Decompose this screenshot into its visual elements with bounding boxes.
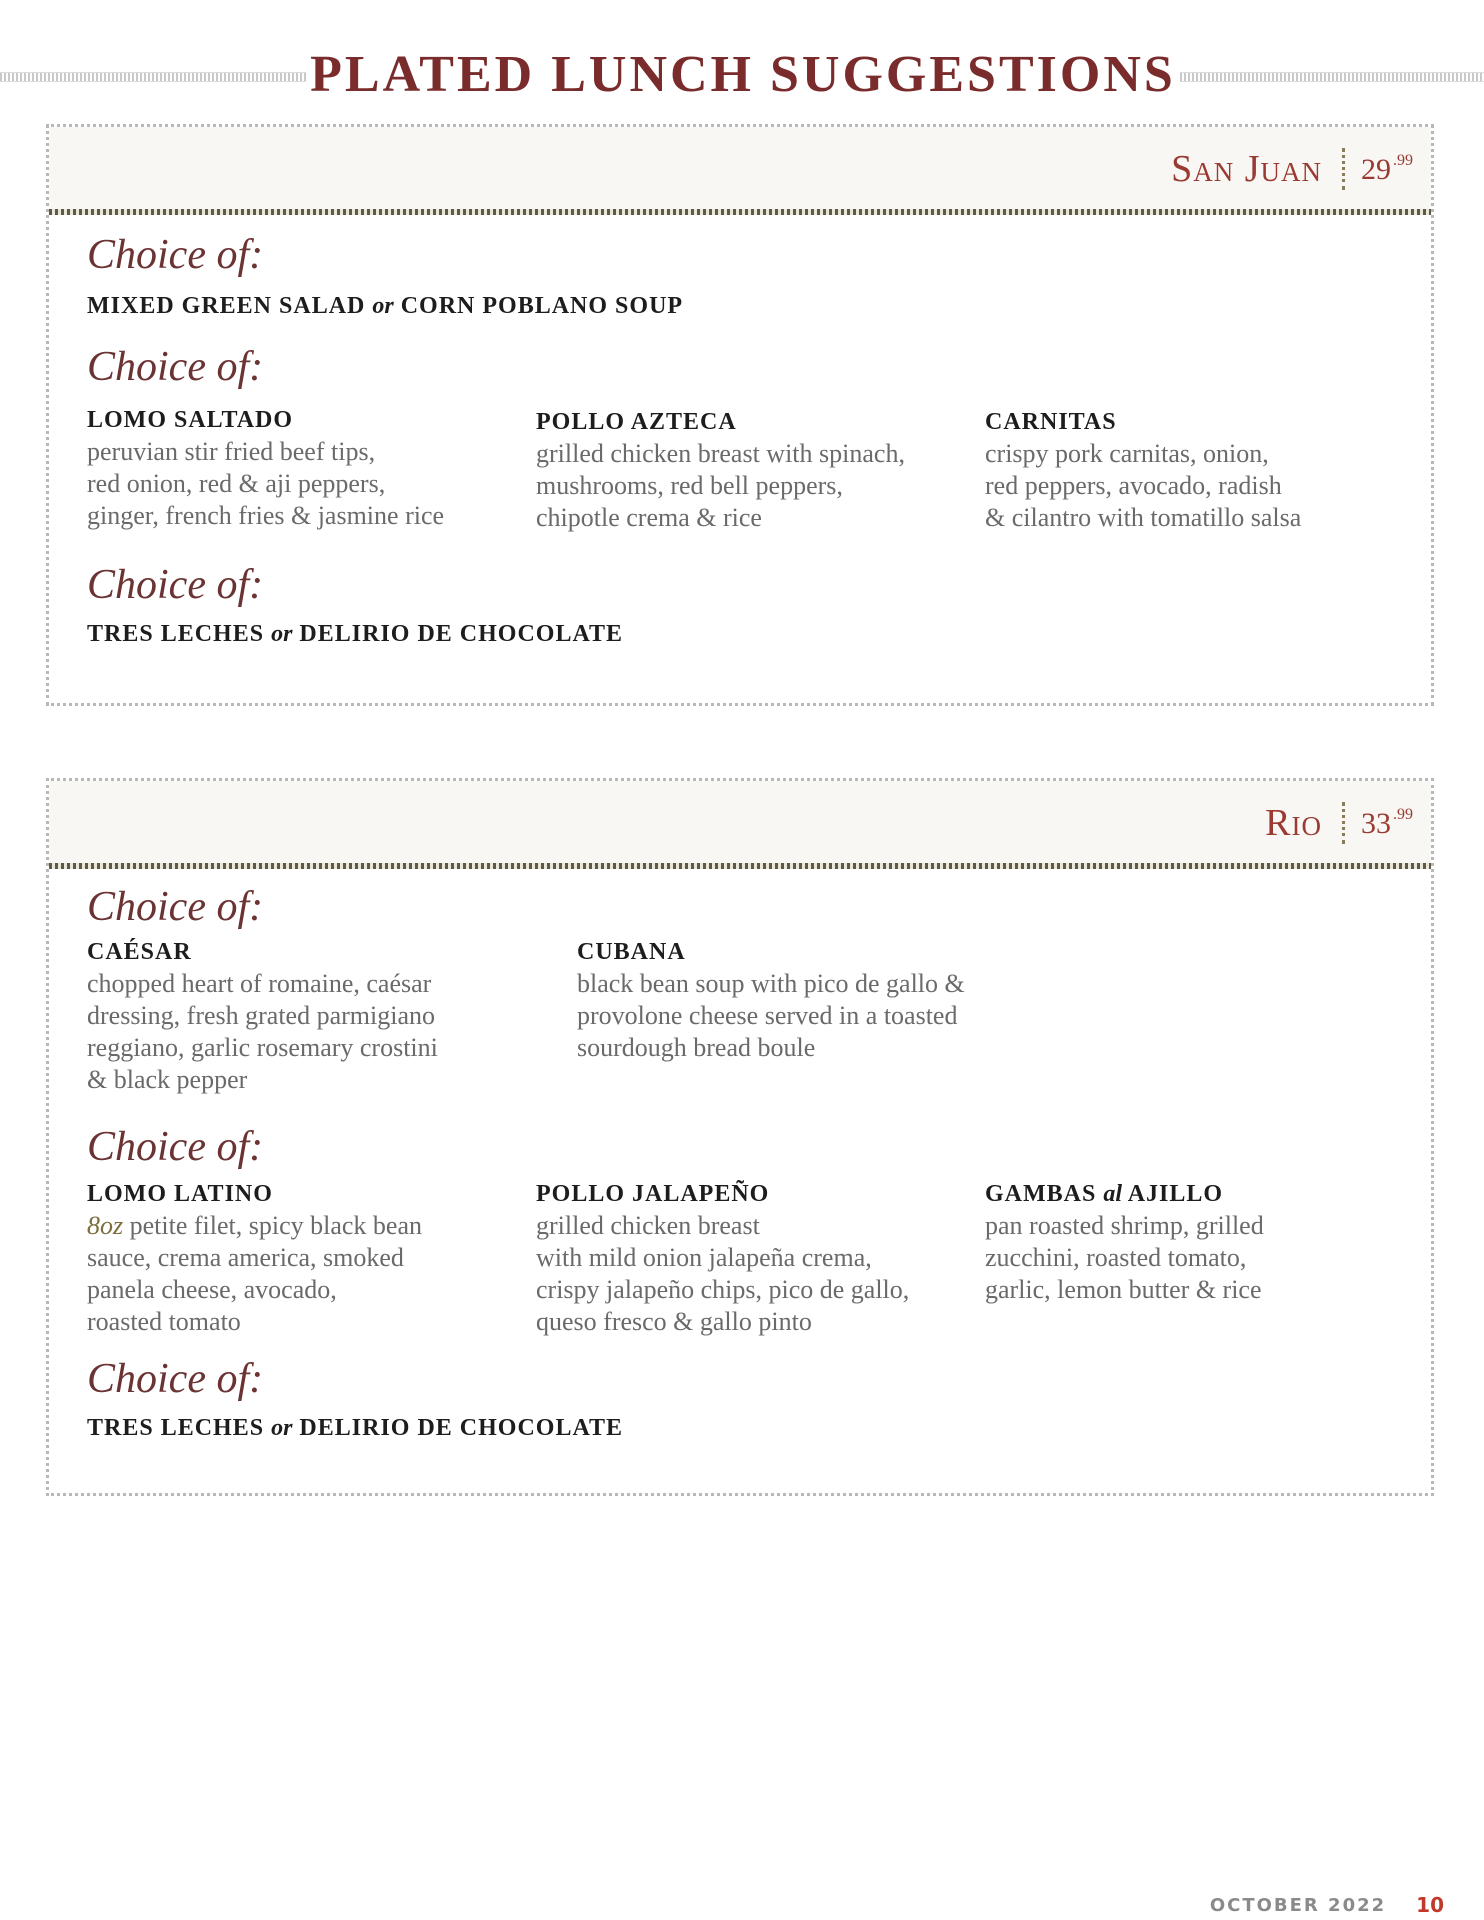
menu-name: Rio bbox=[1265, 802, 1322, 844]
dessert-option: TRES LECHES bbox=[87, 1415, 265, 1441]
dessert-choice-line bbox=[87, 621, 623, 648]
page-title: PLATED LUNCH SUGGESTIONS bbox=[310, 46, 1176, 103]
description-line: red onion, red & aji peppers, bbox=[87, 469, 386, 498]
description-line: pan roasted shrimp, grilled bbox=[985, 1211, 1264, 1240]
price-divider bbox=[1342, 802, 1345, 844]
price-block bbox=[1171, 145, 1413, 193]
choice-heading: Choice of: bbox=[87, 1356, 264, 1402]
dish-description bbox=[536, 438, 976, 534]
dish-name: CAÉSAR bbox=[87, 939, 192, 965]
description-line: red peppers, avocado, radish bbox=[985, 471, 1282, 500]
or-text: or bbox=[271, 1415, 293, 1441]
dish-name: LOMO SALTADO bbox=[87, 407, 294, 433]
description-line: chopped heart of romaine, caésar bbox=[87, 969, 432, 998]
description-line: zucchini, roasted tomato, bbox=[985, 1243, 1247, 1272]
dish-description bbox=[87, 436, 527, 532]
price-cents: .99 bbox=[1393, 805, 1413, 823]
dish-description bbox=[87, 1210, 527, 1338]
dish-name: CUBANA bbox=[577, 939, 686, 965]
description-line: roasted tomato bbox=[87, 1307, 241, 1336]
dish-caesar bbox=[87, 939, 567, 1096]
description-line: grilled chicken breast bbox=[536, 1211, 760, 1240]
page-footer bbox=[1210, 1890, 1444, 1920]
description-line: with mild onion jalapeña crema, bbox=[536, 1243, 872, 1272]
header-rule-right bbox=[1180, 72, 1484, 82]
dish-carnitas bbox=[985, 409, 1405, 534]
page-header bbox=[0, 40, 1484, 110]
choice-heading: Choice of: bbox=[87, 344, 264, 390]
description-line: & black pepper bbox=[87, 1065, 248, 1094]
menu-price bbox=[1361, 806, 1413, 841]
description-line: panela cheese, avocado, bbox=[87, 1275, 337, 1304]
dish-name bbox=[985, 1181, 1405, 1208]
dessert-option: DELIRIO DE CHOCOLATE bbox=[299, 621, 624, 647]
description-line bbox=[87, 1210, 527, 1242]
price-cents: .99 bbox=[1393, 151, 1413, 169]
dish-name-conj: al bbox=[1103, 1181, 1123, 1207]
dish-description bbox=[87, 968, 567, 1096]
starter-option: CORN POBLANO SOUP bbox=[400, 293, 684, 319]
starter-option: MIXED GREEN SALAD bbox=[87, 293, 366, 319]
description-line: peruvian stir fried beef tips, bbox=[87, 437, 376, 466]
menu-name: San Juan bbox=[1171, 148, 1322, 190]
description-text: petite filet, spicy black bean bbox=[123, 1211, 423, 1240]
description-line: crispy jalapeño chips, pico de gallo, bbox=[536, 1275, 910, 1304]
dish-pollo-jalapeno bbox=[536, 1181, 976, 1338]
dish-description bbox=[985, 1210, 1405, 1306]
menu-price bbox=[1361, 152, 1413, 187]
dish-description bbox=[577, 968, 1057, 1064]
price-block bbox=[1265, 799, 1413, 847]
description-line: provolone cheese served in a toasted bbox=[577, 1001, 958, 1030]
starter-choice-line bbox=[87, 293, 683, 320]
menu-card-rio bbox=[46, 778, 1434, 1496]
description-line: reggiano, garlic rosemary crostini bbox=[87, 1033, 438, 1062]
dish-lomo-saltado bbox=[87, 407, 527, 532]
footer-date: OCTOBER 2022 bbox=[1209, 1894, 1387, 1916]
dish-pollo-azteca bbox=[536, 409, 976, 534]
description-line: mushrooms, red bell peppers, bbox=[536, 471, 843, 500]
dish-name-part: GAMBAS bbox=[985, 1181, 1097, 1207]
page-number: 10 bbox=[1416, 1893, 1444, 1917]
dessert-choice-line bbox=[87, 1415, 623, 1442]
description-line: queso fresco & gallo pinto bbox=[536, 1307, 812, 1336]
dish-name: POLLO AZTECA bbox=[536, 409, 737, 435]
price-main: 33 bbox=[1361, 806, 1391, 840]
dish-description bbox=[536, 1210, 976, 1338]
dish-name: LOMO LATINO bbox=[87, 1181, 273, 1207]
price-main: 29 bbox=[1361, 152, 1391, 186]
header-rule-left bbox=[0, 72, 306, 82]
description-line: sourdough bread boule bbox=[577, 1033, 816, 1062]
or-text: or bbox=[271, 621, 293, 647]
or-text: or bbox=[372, 293, 394, 319]
description-line: crispy pork carnitas, onion, bbox=[985, 439, 1269, 468]
dish-name: CARNITAS bbox=[985, 409, 1117, 435]
description-line: sauce, crema america, smoked bbox=[87, 1243, 404, 1272]
description-line: & cilantro with tomatillo salsa bbox=[985, 503, 1302, 532]
description-line: grilled chicken breast with spinach, bbox=[536, 439, 905, 468]
dessert-option: DELIRIO DE CHOCOLATE bbox=[299, 1415, 624, 1441]
dessert-option: TRES LECHES bbox=[87, 621, 265, 647]
description-line: ginger, french fries & jasmine rice bbox=[87, 501, 445, 530]
portion-size: 8oz bbox=[87, 1211, 124, 1240]
choice-heading: Choice of: bbox=[87, 1124, 264, 1170]
dish-name: POLLO JALAPEÑO bbox=[536, 1181, 770, 1207]
choice-heading: Choice of: bbox=[87, 562, 264, 608]
menu-card-san-juan bbox=[46, 124, 1434, 706]
card-header bbox=[49, 781, 1431, 867]
dish-cubana bbox=[577, 939, 1057, 1064]
description-line: garlic, lemon butter & rice bbox=[985, 1275, 1262, 1304]
dish-name-part: AJILLO bbox=[1127, 1181, 1224, 1207]
choice-heading: Choice of: bbox=[87, 884, 264, 930]
dish-description bbox=[985, 438, 1405, 534]
dish-gambas-al-ajillo bbox=[985, 1181, 1405, 1306]
description-line: dressing, fresh grated parmigiano bbox=[87, 1001, 436, 1030]
description-line: black bean soup with pico de gallo & bbox=[577, 969, 965, 998]
dish-lomo-latino bbox=[87, 1181, 527, 1338]
choice-heading: Choice of: bbox=[87, 232, 264, 278]
description-line: chipotle crema & rice bbox=[536, 503, 762, 532]
card-header bbox=[49, 127, 1431, 213]
price-divider bbox=[1342, 148, 1345, 190]
